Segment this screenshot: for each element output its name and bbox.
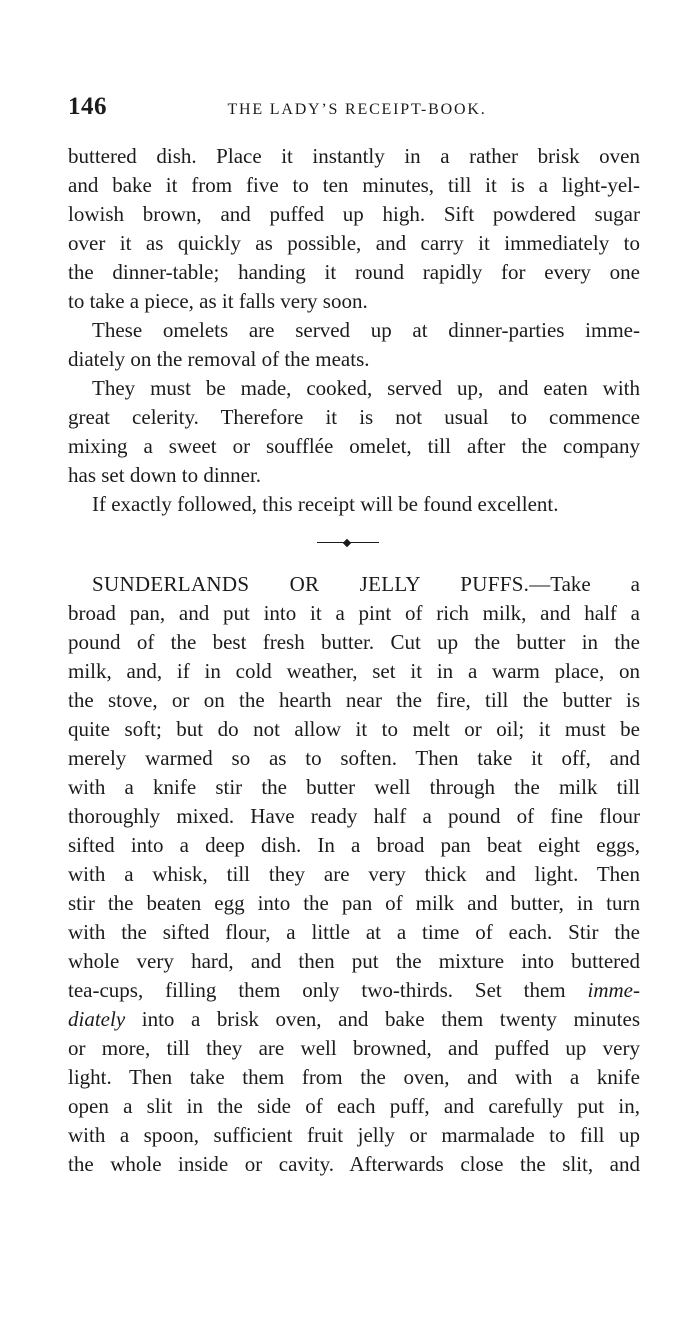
text-line: great celerity. Therefore it is not usual to commence	[68, 405, 640, 429]
text-line: whole very hard, and then put the mixture into buttered	[68, 949, 640, 973]
recipe-title: SUNDERLANDS OR JELLY PUFFS.	[92, 572, 530, 596]
page-header	[68, 92, 640, 132]
text-line: stir the beaten egg into the pan of milk and butter, in turn	[68, 891, 640, 915]
text-line: open a slit in the side of each puff, and carefully put in,	[68, 1094, 640, 1118]
italic-word: diately	[68, 1007, 126, 1031]
paragraph-omelet-baking	[68, 142, 640, 316]
text-line: broad pan, and put into it a pint of rich milk, and half a	[68, 601, 640, 625]
text-line	[68, 1005, 640, 1034]
text-line: lowish brown, and puffed up high. Sift powdered sugar	[68, 202, 640, 226]
text-line: They must be made, cooked, served up, and eaten with	[92, 376, 640, 400]
section-divider	[68, 519, 640, 570]
text-line: the stove, or on the hearth near the fire, till the butter is	[68, 688, 640, 712]
italic-word: imme-	[587, 978, 640, 1002]
text-line: with a spoon, sufficient fruit jelly or marmalade to fill up	[68, 1123, 640, 1147]
paragraph-jelly-puffs	[68, 570, 640, 1179]
page-number: 146	[68, 93, 107, 120]
text-line: quite soft; but do not allow it to melt or oil; it must be	[68, 717, 640, 741]
running-title: THE LADY’S RECEIPT-BOOK.	[227, 101, 487, 118]
text-line: or more, till they are well browned, and puffed up very	[68, 1036, 640, 1060]
text-line: diately on the removal of the meats.	[68, 347, 370, 371]
recipe-first-line-rest: —Take a	[529, 572, 640, 596]
text-line: to take a piece, as it falls very soon.	[68, 289, 368, 313]
text-line: with the sifted flour, a little at a time of each. Stir the	[68, 920, 640, 944]
text-line: pound of the best fresh butter. Cut up the butter in the	[68, 630, 640, 654]
divider-ornament	[343, 539, 351, 547]
text-line: If exactly followed, this receipt will be found excellent.	[92, 492, 559, 516]
text-line: the dinner-table; handing it round rapidly for every one	[68, 260, 640, 284]
paragraph-omelets-served	[68, 316, 640, 374]
text-line: light. Then take them from the oven, and with a knife	[68, 1065, 640, 1089]
text-line: with a knife stir the butter well through the milk till	[68, 775, 640, 799]
text-line: buttered dish. Place it instantly in a rather brisk oven	[68, 144, 640, 168]
text-line	[68, 976, 640, 1005]
text-line: sifted into a deep dish. In a broad pan beat eight eggs,	[68, 833, 640, 857]
text-line: thoroughly mixed. Have ready half a pound of fine flour	[68, 804, 640, 828]
paragraph-conclusion	[68, 490, 640, 519]
text-line: and bake it from five to ten minutes, till it is a light-yel-	[68, 173, 640, 197]
text-line: milk, and, if in cold weather, set it in a warm place, on	[68, 659, 640, 683]
text-line: with a whisk, till they are very thick and light. Then	[68, 862, 640, 886]
text-line: mixing a sweet or soufflée omelet, till after the company	[68, 434, 640, 458]
page-body	[68, 142, 640, 1179]
paragraph-celerity	[68, 374, 640, 490]
text-line: These omelets are served up at dinner-parties imme-	[92, 318, 640, 342]
text-fragment: tea-cups, filling them only two-thirds. Set them	[68, 978, 588, 1002]
text-line	[68, 570, 640, 599]
text-line: has set down to dinner.	[68, 463, 262, 487]
text-line: merely warmed so as to soften. Then take it off, and	[68, 746, 640, 770]
text-fragment: into a brisk oven, and bake them twenty minutes	[125, 1007, 640, 1031]
text-line: over it as quickly as possible, and carry it immediately to	[68, 231, 640, 255]
text-line: the whole inside or cavity. Afterwards close the slit, and	[68, 1152, 640, 1176]
